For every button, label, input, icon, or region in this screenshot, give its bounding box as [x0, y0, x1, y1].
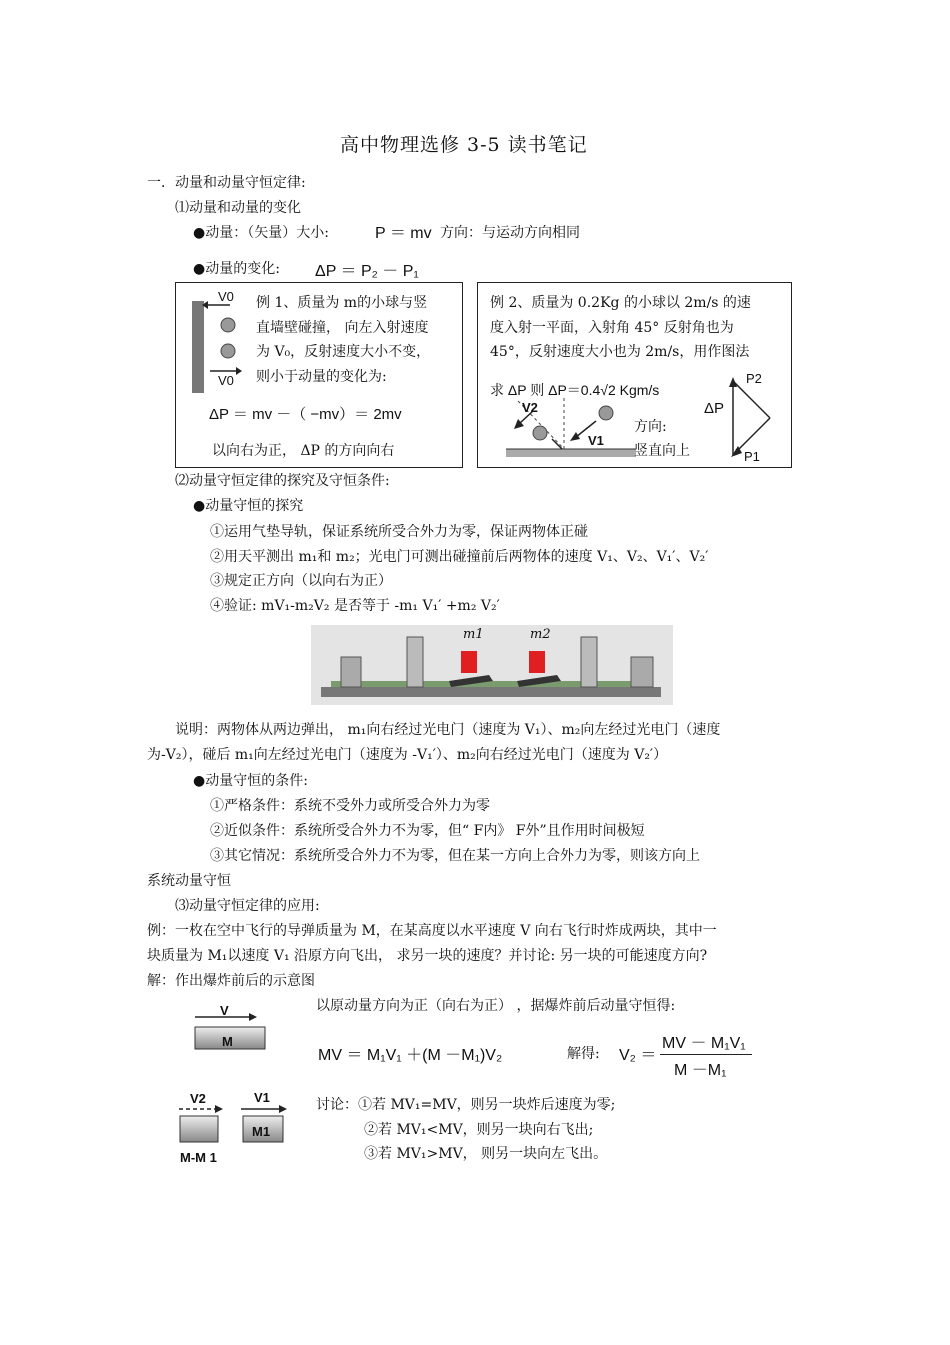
explore-step-4: ④验证: mV₁-m₂V₂ 是否等于 -m₁ V₁′ +m₂ V₂′	[210, 598, 500, 614]
direction-note: 以原动量方向为正（向右为正） ，据爆炸前后动量守恒得:	[316, 998, 676, 1014]
example-2-line-4: 求 ΔP 则 ΔP＝0.4√2 Kgm/s	[490, 382, 660, 398]
box-m-label: M	[222, 1034, 233, 1049]
momentum-direction: 方向：与运动方向相同	[440, 225, 580, 241]
solve-lhs: V₂ ＝	[619, 1047, 657, 1064]
section-1-heading: 一．动量和动量守恒定律:	[147, 175, 306, 191]
example-2-box	[477, 282, 792, 468]
box-v2-label: V2	[190, 1091, 206, 1106]
box-m-minus-m1-label: M-M 1	[180, 1150, 217, 1165]
discussion-3: ③若 MV₁>MV， 则另一块向左飞出。	[364, 1146, 608, 1162]
reflection-diagram	[478, 283, 788, 463]
v1-label: V1	[588, 433, 604, 448]
note-line-2: 为-V₂），碰后 m₁向左经过光电门（速度为 -V₁′）、m₂向右经过光电门（速度为 V₂′）	[147, 747, 668, 763]
fraction-bar	[660, 1054, 752, 1055]
example-1-line-3: 为 V₀，反射速度大小不变，	[256, 344, 431, 360]
solve-numerator: MV － M₁V₁	[662, 1035, 746, 1052]
explore-step-2: ②用天平测出 m₁和 m₂；光电门可测出碰撞前后两物体的速度 V₁、V₂、V₁′、V₂′	[210, 549, 709, 565]
solve-label: 解得:	[567, 1046, 600, 1062]
v2-label: V2	[522, 400, 538, 415]
explore-heading: ●动量守恒的探究	[193, 498, 304, 514]
box-v-label: V	[220, 1003, 229, 1018]
example-1-line-2: 直墙壁碰撞， 向左入射速度	[256, 320, 429, 336]
example-1-conclusion: 以向右为正， ΔP 的方向向右	[212, 443, 395, 459]
direction-value: 竖直向上	[634, 443, 690, 459]
p2-label: P2	[746, 371, 762, 386]
note-line-1: 说明：两物体从两边弹出， m₁向右经过光电门（速度为 V₁）、m₂向左经过光电门（速度	[175, 722, 721, 738]
condition-3-continued: 系统动量守恒	[147, 873, 231, 889]
discussion-2: ②若 MV₁<MV，则另一块向右飞出;	[364, 1122, 594, 1138]
before-explosion-diagram	[193, 1005, 293, 1055]
discussion-1: 讨论：①若 MV₁=MV，则另一块炸后速度为零;	[316, 1097, 616, 1113]
subsection-1-heading: ⑴动量和动量的变化	[175, 200, 301, 216]
solve-denominator: M －M₁	[674, 1062, 727, 1079]
momentum-formula: P ＝ mv	[375, 225, 432, 242]
example-1-line-1: 例 1、质量为 m的小球与竖	[256, 295, 428, 311]
condition-1: ①严格条件：系统不受外力或所受合外力为零	[210, 798, 490, 814]
example-2-line-2: 度入射一平面，入射角 45° 反射角也为	[490, 320, 734, 336]
change-formula: ΔP ＝ P₂ － P₁	[315, 263, 419, 280]
m2-track-label: m2	[530, 627, 551, 642]
page-title: 高中物理选修 3-5 读书笔记	[340, 134, 588, 156]
v0-top-label: V0	[218, 289, 234, 304]
momentum-equation: MV ＝ M₁V₁ ＋(M －M₁)V₂	[318, 1047, 503, 1064]
p1-label: P1	[744, 449, 760, 464]
box-v1-label: V1	[254, 1090, 270, 1105]
application-line-2: 块质量为 M₁以速度 V₁ 沿原方向飞出， 求另一块的速度？并讨论: 另一块的可能速度方向?	[147, 948, 708, 964]
conditions-heading: ●动量守恒的条件:	[193, 773, 308, 789]
subsection-2-heading: ⑵动量守恒定律的探究及守恒条件:	[175, 473, 390, 489]
explore-step-3: ③规定正方向（以向右为正）	[210, 573, 392, 589]
delta-p-label: ΔP	[704, 400, 725, 417]
m1-track-label: m1	[463, 627, 484, 642]
example-2-line-1: 例 2、质量为 0.2Kg 的小球以 2m/s 的速	[490, 295, 751, 311]
momentum-label: ●动量：（矢量）大小:	[193, 225, 329, 241]
example-1-box	[175, 282, 463, 468]
condition-3: ③其它情况：系统所受合外力不为零，但在某一方向上合外力为零，则该方向上	[210, 848, 700, 864]
box-m1-label: M1	[252, 1124, 271, 1139]
direction-label: 方向:	[634, 419, 667, 435]
application-line-1: 例：一枚在空中飞行的导弹质量为 M，在某高度以水平速度 V 向右飞行时炸成两块，其中一	[147, 923, 717, 939]
example-2-line-3: 45°，反射速度大小也为 2m/s，用作图法	[490, 344, 750, 360]
solution-line: 解：作出爆炸前后的示意图	[147, 973, 315, 989]
air-track-illustration	[311, 625, 673, 705]
example-1-formula: ΔP ＝ mv －（ −mv）＝ 2mv	[209, 406, 402, 423]
subsection-3-heading: ⑶动量守恒定律的应用:	[175, 898, 320, 914]
v0-bottom-label: V0	[218, 373, 234, 388]
explore-step-1: ①运用气垫导轨，保证系统所受合外力为零，保证两物体正碰	[210, 524, 588, 540]
condition-2: ②近似条件：系统所受合外力不为零，但“ F内》 F外”且作用时间极短	[210, 823, 645, 839]
change-label: ●动量的变化:	[193, 261, 280, 277]
example-1-line-4: 则小于动量的变化为:	[256, 369, 387, 385]
